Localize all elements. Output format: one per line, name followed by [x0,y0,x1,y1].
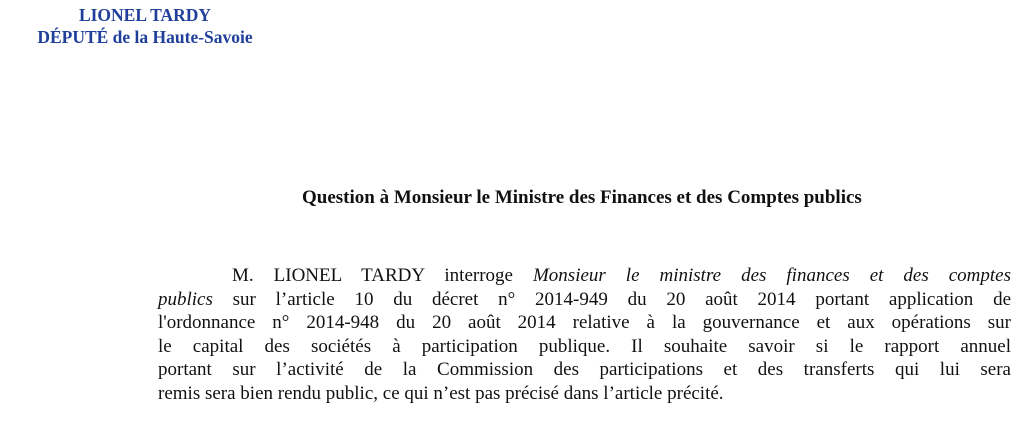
minister-mention-end: publics [158,288,213,310]
deputy-title: DÉPUTÉ de la Haute-Savoie [37,27,253,47]
question-body [158,264,1011,405]
body-line-2-text: sur l’article 10 du décret n° 2014-949 du 20 août 2014 portant application de [212,288,1011,310]
question-subject: Question à Monsieur le Ministre des Finances et des Comptes publics [302,187,862,208]
deputy-name: LIONEL TARDY [78,5,212,25]
body-line-5: portant sur l’activité de la Commission des participations et des transferts qui lui sera [158,359,1011,380]
letterhead [0,4,290,48]
body-line-4: le capital des sociétés à participation publique. Il souhaite savoir si le rapport annuel [158,335,1011,357]
body-line-6: remis sera bien rendu public, ce qui n’est pas précisé dans l’article précité. [158,382,724,404]
minister-mention: Monsieur le ministre des finances et des comptes [532,265,1011,286]
body-line-3: l'ordonnance n° 2014-948 du 20 août 2014 relative à la gouvernance et aux opérations sur [158,312,1011,333]
body-line-1-text: M. LIONEL TARDY interroge [232,265,533,286]
body-line-2 [158,288,1011,312]
body-line-1 [158,264,1011,288]
